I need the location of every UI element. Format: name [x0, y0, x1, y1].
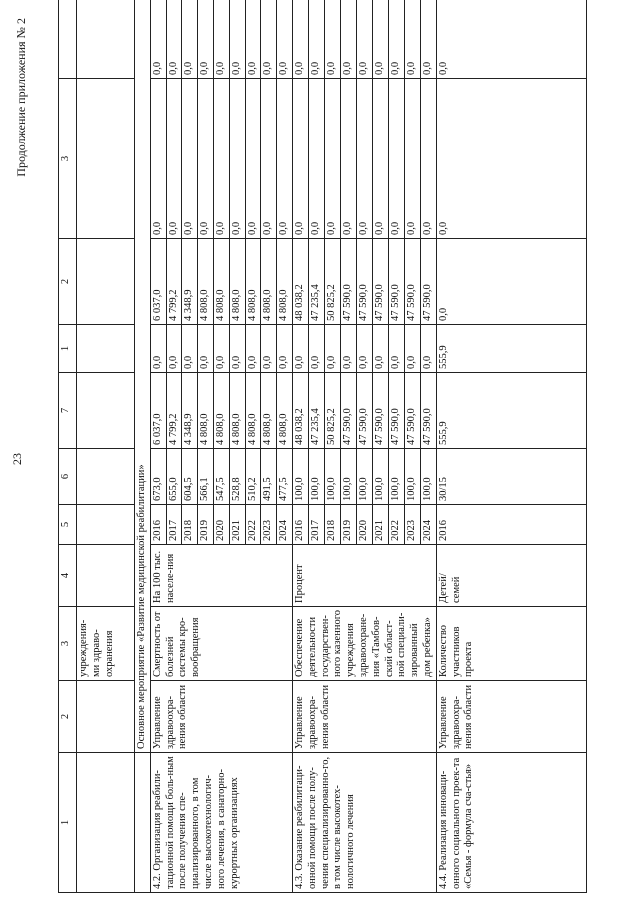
indicator-value: 100,0 — [292, 449, 308, 505]
indicator-value: 100,0 — [324, 449, 340, 505]
indicator-value: 566,1 — [198, 449, 214, 505]
regional-budget: 47 590,0 — [372, 239, 388, 325]
indicator-name: Смертность от болезней системы кро-вообращения — [150, 607, 292, 681]
header-col-6: 6 — [59, 449, 77, 505]
year: 2020 — [356, 505, 372, 545]
regional-budget: 4 808,0 — [245, 239, 261, 325]
regional-budget: 47 590,0 — [388, 239, 404, 325]
regional-budget: 50 825,2 — [324, 239, 340, 325]
other-sources: 0,0 — [245, 0, 261, 79]
federal-budget: 0,0 — [245, 325, 261, 373]
indicator-value: 655,0 — [166, 449, 182, 505]
local-budget: 0,0 — [261, 79, 277, 239]
total-funding: 47 590,0 — [356, 373, 372, 449]
total-funding: 6 037,0 — [150, 373, 166, 449]
local-budget: 0,0 — [420, 79, 436, 239]
header-col-7: 7 — [59, 373, 77, 449]
year: 2023 — [404, 505, 420, 545]
total-funding: 47 590,0 — [388, 373, 404, 449]
local-budget: 0,0 — [388, 79, 404, 239]
local-budget: 0,0 — [166, 79, 182, 239]
other-sources: 0,0 — [150, 0, 166, 79]
total-funding: 4 808,0 — [261, 373, 277, 449]
measure-name: 4.3. Оказание реабилитаци-онной помощи после полу-чения специализированно-го, в том числе высокотех-нологичного лечения — [292, 753, 436, 893]
program-table — [58, 0, 587, 893]
other-sources: 0,0 — [229, 0, 245, 79]
indicator-value: 510,2 — [245, 449, 261, 505]
federal-budget: 0,0 — [261, 325, 277, 373]
federal-budget: 0,0 — [372, 325, 388, 373]
section-row — [135, 0, 151, 893]
header-col-3: 3 — [59, 607, 77, 681]
total-funding: 4 799,2 — [166, 373, 182, 449]
table-row — [436, 0, 586, 893]
other-sources: 0,0 — [388, 0, 404, 79]
header-col-8: 1 — [59, 325, 77, 373]
total-funding: 47 590,0 — [340, 373, 356, 449]
local-budget: 0,0 — [245, 79, 261, 239]
other-sources: 0,0 — [436, 0, 586, 79]
federal-budget: 0,0 — [229, 325, 245, 373]
regional-budget: 47 590,0 — [356, 239, 372, 325]
total-funding: 555,9 — [436, 373, 586, 449]
total-funding: 4 808,0 — [213, 373, 229, 449]
total-funding: 47 590,0 — [420, 373, 436, 449]
total-funding: 4 808,0 — [198, 373, 214, 449]
executor: Управление здравоохра-нения области — [292, 681, 436, 753]
year: 2024 — [420, 505, 436, 545]
federal-budget: 0,0 — [182, 325, 198, 373]
year: 2018 — [182, 505, 198, 545]
local-budget: 0,0 — [213, 79, 229, 239]
other-sources: 0,0 — [277, 0, 293, 79]
federal-budget: 0,0 — [198, 325, 214, 373]
federal-budget: 0,0 — [404, 325, 420, 373]
executor: Управление здравоохра-нения области — [436, 681, 586, 753]
year: 2021 — [372, 505, 388, 545]
indicator-value: 604,5 — [182, 449, 198, 505]
total-funding: 4 808,0 — [245, 373, 261, 449]
header-col-4: 4 — [59, 545, 77, 607]
federal-budget: 0,0 — [213, 325, 229, 373]
local-budget: 0,0 — [198, 79, 214, 239]
regional-budget: 4 808,0 — [213, 239, 229, 325]
other-sources: 0,0 — [356, 0, 372, 79]
other-sources: 0,0 — [166, 0, 182, 79]
other-sources: 0,0 — [261, 0, 277, 79]
local-budget: 0,0 — [340, 79, 356, 239]
year: 2021 — [229, 505, 245, 545]
indicator-value: 100,0 — [420, 449, 436, 505]
header-col-2: 2 — [59, 681, 77, 753]
indicator-value: 100,0 — [372, 449, 388, 505]
total-funding: 48 038,2 — [292, 373, 308, 449]
federal-budget: 0,0 — [150, 325, 166, 373]
regional-budget: 6 037,0 — [150, 239, 166, 325]
federal-budget: 0,0 — [308, 325, 324, 373]
regional-budget: 4 799,2 — [166, 239, 182, 325]
regional-budget: 4 808,0 — [277, 239, 293, 325]
local-budget: 0,0 — [150, 79, 166, 239]
regional-budget: 4 348,9 — [182, 239, 198, 325]
year: 2018 — [324, 505, 340, 545]
indicator-value: 477,5 — [277, 449, 293, 505]
regional-budget: 47 235,4 — [308, 239, 324, 325]
indicator-value: 673,0 — [150, 449, 166, 505]
regional-budget: 48 038,2 — [292, 239, 308, 325]
indicator-name: Количество участников проекта — [436, 607, 586, 681]
local-budget: 0,0 — [436, 79, 586, 239]
indicator-value: 528,8 — [229, 449, 245, 505]
local-budget: 0,0 — [229, 79, 245, 239]
other-sources: 0,0 — [198, 0, 214, 79]
total-funding: 50 825,2 — [324, 373, 340, 449]
indicator-value: 100,0 — [356, 449, 372, 505]
year: 2023 — [261, 505, 277, 545]
prev-row — [77, 0, 135, 893]
federal-budget: 0,0 — [388, 325, 404, 373]
regional-budget: 4 808,0 — [229, 239, 245, 325]
local-budget: 0,0 — [404, 79, 420, 239]
page-number: 23 — [10, 453, 24, 465]
indicator-name: Обеспечение деятельности государствен-ного казенного учреждения здравоохране-ния «Тамбов-ский област-ной специали-зированный дом ребенка» — [292, 607, 436, 681]
year: 2020 — [213, 505, 229, 545]
measure-name: 4.4. Реализация инноваци-онного социального проек-та «Семья - формула сча-стья» — [436, 753, 586, 893]
other-sources: 0,0 — [182, 0, 198, 79]
year: 2022 — [245, 505, 261, 545]
header-row — [59, 0, 77, 893]
federal-budget: 0,0 — [324, 325, 340, 373]
federal-budget: 555,9 — [436, 325, 586, 373]
year: 2016 — [292, 505, 308, 545]
unit: Процент — [292, 545, 436, 607]
federal-budget: 0,0 — [277, 325, 293, 373]
continuation-note: Продолжение приложения № 2 — [14, 18, 28, 177]
other-sources: 0,0 — [324, 0, 340, 79]
indicator-value: 30/15 — [436, 449, 586, 505]
year: 2024 — [277, 505, 293, 545]
indicator-value: 491,5 — [261, 449, 277, 505]
other-sources: 0,0 — [213, 0, 229, 79]
total-funding: 4 808,0 — [277, 373, 293, 449]
federal-budget: 0,0 — [340, 325, 356, 373]
indicator-value: 547,5 — [213, 449, 229, 505]
federal-budget: 0,0 — [166, 325, 182, 373]
total-funding: 47 590,0 — [404, 373, 420, 449]
total-funding: 47 235,4 — [308, 373, 324, 449]
other-sources: 0,0 — [340, 0, 356, 79]
year: 2016 — [436, 505, 586, 545]
year: 2019 — [340, 505, 356, 545]
regional-budget: 47 590,0 — [420, 239, 436, 325]
total-funding: 4 348,9 — [182, 373, 198, 449]
local-budget: 0,0 — [372, 79, 388, 239]
federal-budget: 0,0 — [356, 325, 372, 373]
federal-budget: 0,0 — [420, 325, 436, 373]
local-budget: 0,0 — [308, 79, 324, 239]
local-budget: 0,0 — [324, 79, 340, 239]
unit: На 100 тыс. населе-ния — [150, 545, 292, 607]
regional-budget: 4 808,0 — [261, 239, 277, 325]
prev-row-indicator: учреждения-ми здраво-охранения — [77, 607, 135, 681]
other-sources: 0,0 — [420, 0, 436, 79]
total-funding: 47 590,0 — [372, 373, 388, 449]
other-sources: 0,0 — [404, 0, 420, 79]
year: 2022 — [388, 505, 404, 545]
local-budget: 0,0 — [356, 79, 372, 239]
header-col-9: 2 — [59, 239, 77, 325]
header-col-10: 3 — [59, 79, 77, 239]
local-budget: 0,0 — [182, 79, 198, 239]
regional-budget: 47 590,0 — [404, 239, 420, 325]
indicator-value: 100,0 — [404, 449, 420, 505]
federal-budget: 0,0 — [292, 325, 308, 373]
executor: Управление здравоохра-нения области — [150, 681, 292, 753]
table-row — [292, 0, 308, 893]
regional-budget: 47 590,0 — [340, 239, 356, 325]
indicator-value: 100,0 — [388, 449, 404, 505]
regional-budget: 4 808,0 — [198, 239, 214, 325]
section-title: Основное мероприятие «Развитие медицинской реабилитации» — [135, 0, 151, 753]
indicator-value: 100,0 — [340, 449, 356, 505]
table-row — [150, 0, 166, 893]
other-sources: 0,0 — [372, 0, 388, 79]
year: 2017 — [308, 505, 324, 545]
year: 2019 — [198, 505, 214, 545]
other-sources: 0,0 — [292, 0, 308, 79]
local-budget: 0,0 — [292, 79, 308, 239]
indicator-value: 100,0 — [308, 449, 324, 505]
total-funding: 4 808,0 — [229, 373, 245, 449]
header-col-1: 1 — [59, 753, 77, 893]
regional-budget: 0,0 — [436, 239, 586, 325]
other-sources: 0,0 — [308, 0, 324, 79]
year: 2017 — [166, 505, 182, 545]
unit: Детей/ семей — [436, 545, 586, 607]
header-col-5: 5 — [59, 505, 77, 545]
year: 2016 — [150, 505, 166, 545]
local-budget: 0,0 — [277, 79, 293, 239]
header-col-11 — [59, 0, 77, 79]
measure-name: 4.2. Организация реабили-тационной помощи боль-ным после получения спе-циализированного, в том числе высокотехнологич-ного лечения, в санаторно-курортных организациях — [150, 753, 292, 893]
